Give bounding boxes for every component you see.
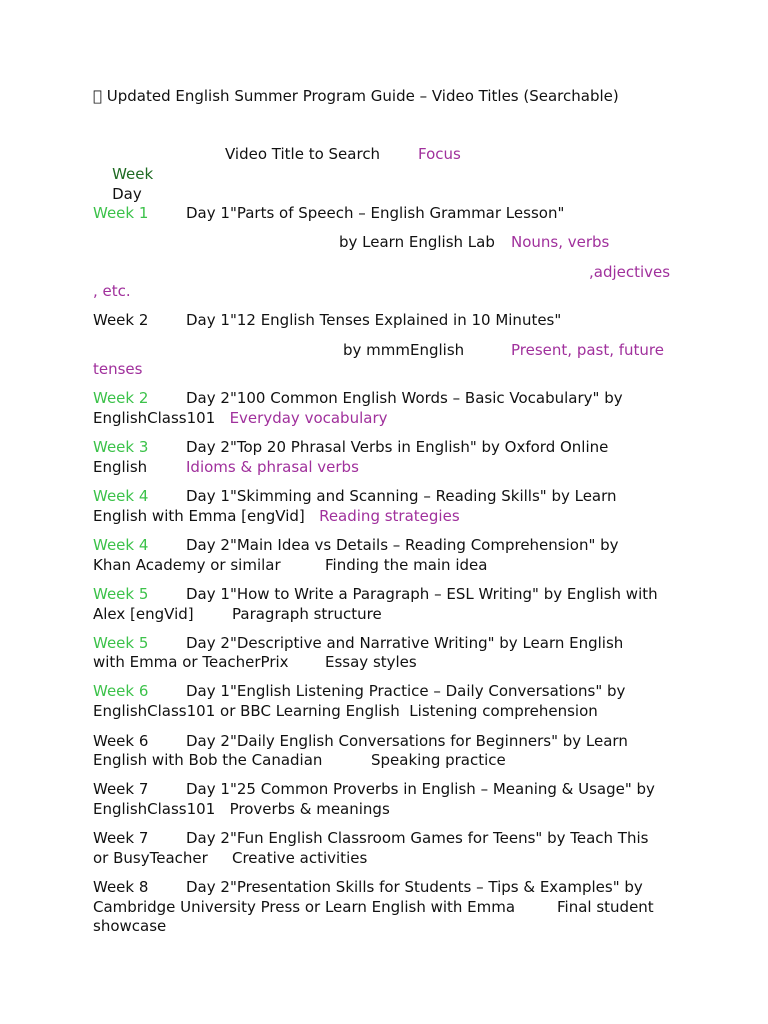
row-focus-line2: tenses <box>93 360 143 378</box>
row-title <box>186 779 655 799</box>
row-focus: Speaking practice <box>371 751 506 769</box>
row-title-line1: "English Listening Practice – Daily Conversations" by <box>229 682 626 700</box>
row-title <box>186 437 608 457</box>
row-title-line1: "Skimming and Scanning – Reading Skills" by Learn <box>229 487 617 505</box>
document-title: 󰀀 Updated English Summer Program Guide – Video Titles (Searchable) <box>93 87 619 105</box>
row-title-line1: "100 Common English Words – Basic Vocabulary" by <box>229 389 623 407</box>
row-title <box>186 877 643 897</box>
row-title-line2: by Learn English Lab <box>339 233 495 251</box>
row-title-line2-wrap <box>93 408 388 428</box>
row-title-line2: Alex [engVid] <box>93 605 194 623</box>
row-title-line2: by mmmEnglish <box>343 341 465 359</box>
row-focus: Reading strategies <box>319 507 460 525</box>
row-title-line2-wrap <box>93 506 460 526</box>
row-focus-line1: Final student <box>557 898 654 916</box>
row-focus: Finding the main idea <box>325 556 488 574</box>
row-title-line1: "Fun English Classroom Games for Teens" by Teach This <box>229 829 649 847</box>
row-day: Day 2 <box>186 732 230 750</box>
row-title <box>186 388 623 408</box>
row-focus: Paragraph structure <box>232 605 382 623</box>
row-title-line1: "25 Common Proverbs in English – Meaning & Usage" by <box>229 780 655 798</box>
row-week: Week 7 <box>93 829 149 847</box>
row-day: Day 2 <box>186 829 230 847</box>
row-title-line1: "Presentation Skills for Students – Tips & Examples" by <box>229 878 643 896</box>
row-title <box>186 633 623 653</box>
row-week: Week 2 <box>93 389 149 407</box>
row-title-line2-wrap <box>93 701 598 721</box>
row-title-line1: "Top 20 Phrasal Verbs in English" by Oxford Online <box>229 438 609 456</box>
header-title: Video Title to Search <box>225 145 381 163</box>
row-title <box>186 681 625 701</box>
row-title-line2: EnglishClass101 or BBC Learning English <box>93 702 400 720</box>
row-week: Week 4 <box>93 536 149 554</box>
row-day: Day 1 <box>186 487 230 505</box>
row-title-line2: English with Emma [engVid] <box>93 507 305 525</box>
header-day: Day <box>112 185 142 203</box>
row-week: Week 8 <box>93 878 149 896</box>
row-day: Day 1 <box>186 780 230 798</box>
row-focus: Idioms & phrasal verbs <box>186 458 359 476</box>
row-title-line2-wrap <box>93 799 390 819</box>
row-focus-line2: showcase <box>93 917 167 935</box>
row-title-line2: English <box>93 458 148 476</box>
row-week: Week 1 <box>93 204 149 222</box>
row-title <box>186 486 617 506</box>
row-title-line2: Khan Academy or similar <box>93 556 281 574</box>
row-week: Week 5 <box>93 585 149 603</box>
row-title-line2: EnglishClass101 <box>93 409 216 427</box>
row-focus: Everyday vocabulary <box>229 409 388 427</box>
row-title-line2: English with Bob the Canadian <box>93 751 323 769</box>
row-week: Week 6 <box>93 732 149 750</box>
row-title <box>186 828 648 848</box>
row-day: Day 1 <box>186 682 230 700</box>
row-title-line2: or BusyTeacher <box>93 849 208 867</box>
row-title <box>186 203 564 223</box>
row-focus-line2: ,adjectives <box>589 263 671 281</box>
header-focus: Focus <box>418 145 461 163</box>
row-title-line2: EnglishClass101 <box>93 800 216 818</box>
row-focus-line1: Present, past, future <box>511 341 665 359</box>
row-title-line1: "Main Idea vs Details – Reading Comprehension" by <box>229 536 619 554</box>
row-day: Day 2 <box>186 634 230 652</box>
row-day: Day 2 <box>186 438 230 456</box>
row-title <box>186 584 658 604</box>
row-title-line2: with Emma or TeacherPrix <box>93 653 289 671</box>
row-focus: Creative activities <box>232 849 368 867</box>
row-title-line1: "Daily English Conversations for Beginners" by Learn <box>229 732 628 750</box>
row-day: Day 2 <box>186 878 230 896</box>
row-title-line1: "12 English Tenses Explained in 10 Minutes" <box>229 311 562 329</box>
row-day: Day 1 <box>186 204 230 222</box>
row-day: Day 1 <box>186 585 230 603</box>
row-week: Week 7 <box>93 780 149 798</box>
row-focus: Essay styles <box>325 653 417 671</box>
row-focus-line1: Nouns, verbs <box>511 233 610 251</box>
row-title-line1: "How to Write a Paragraph – ESL Writing" by English with <box>229 585 658 603</box>
row-week: Week 3 <box>93 438 149 456</box>
row-focus: Proverbs & meanings <box>229 800 390 818</box>
row-week: Week 5 <box>93 634 149 652</box>
row-day: Day 2 <box>186 536 230 554</box>
row-day: Day 1 <box>186 311 230 329</box>
row-week: Week 2 <box>93 311 149 329</box>
row-title-line1: "Descriptive and Narrative Writing" by Learn English <box>229 634 624 652</box>
row-title-line2: Cambridge University Press or Learn English with Emma <box>93 898 516 916</box>
row-week: Week 4 <box>93 487 149 505</box>
row-title <box>186 535 619 555</box>
row-focus: Listening comprehension <box>409 702 598 720</box>
row-week: Week 6 <box>93 682 149 700</box>
row-title <box>186 310 561 330</box>
row-title <box>186 731 628 751</box>
header-week: Week <box>112 165 154 183</box>
row-title-line1: "Parts of Speech – English Grammar Lesson" <box>229 204 565 222</box>
row-focus-line3: , etc. <box>93 282 131 300</box>
row-day: Day 2 <box>186 389 230 407</box>
